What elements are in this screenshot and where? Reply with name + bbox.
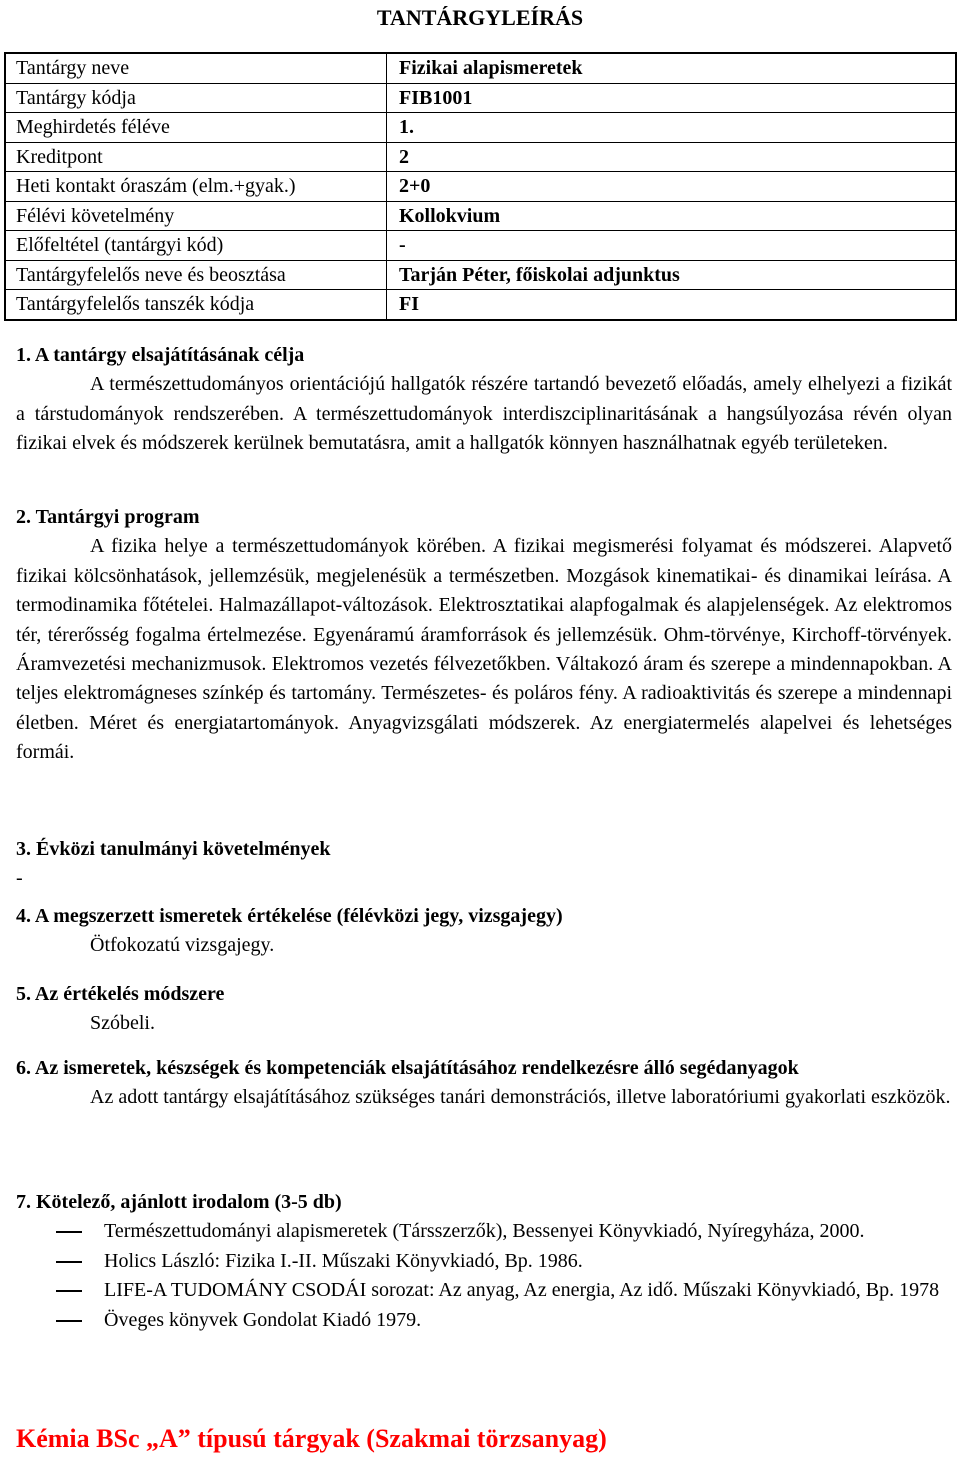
table-row: [5, 231, 956, 261]
category-footer: Kémia BSc „A” típusú tárgyak (Szakmai törzsanyag): [16, 1424, 607, 1453]
section-heading: 5. Az értékelés módszere: [16, 983, 225, 1005]
section-text: Ötfokozatú vizsgajegy.: [90, 934, 275, 957]
info-value: 2+0: [387, 172, 957, 202]
section-program: [16, 503, 952, 768]
info-label: Meghirdetés féléve: [5, 113, 387, 143]
section-evaluation: [16, 902, 952, 961]
table-row: [5, 113, 956, 143]
course-info-table: [4, 52, 957, 321]
reference-text: Holics László: Fizika I.-II. Műszaki Könyvkiadó, Bp. 1986.: [104, 1249, 583, 1272]
dash-bullet-icon: [56, 1261, 82, 1263]
info-label: Tantárgy kódja: [5, 83, 387, 113]
reference-text: Öveges könyvek Gondolat Kiadó 1979.: [104, 1308, 422, 1331]
section-text: Az adott tantárgy elsajátításához szükséges tanári demonstrációs, illetve laboratóriumi gyakorlati eszközök.: [90, 1086, 951, 1109]
dash-bullet-icon: [56, 1231, 82, 1233]
section-heading: 2. Tantárgyi program: [16, 506, 200, 528]
table-row: [5, 201, 956, 231]
section-heading: 6. Az ismeretek, készségek és kompetenciák elsajátításához rendelkezésre álló segédanyagok: [16, 1057, 799, 1079]
info-value: 2: [387, 142, 957, 172]
info-label: Kreditpont: [5, 142, 387, 172]
info-label: Előfeltétel (tantárgyi kód): [5, 231, 387, 261]
reference-list: [16, 1217, 952, 1335]
table-row: [5, 290, 956, 320]
info-label: Tantárgyfelelős neve és beosztása: [5, 260, 387, 290]
info-value: Kollokvium: [387, 201, 957, 231]
section-heading: 4. A megszerzett ismeretek értékelése (félévközi jegy, vizsgajegy): [16, 905, 563, 927]
section-method: [16, 980, 952, 1039]
table-row: [5, 53, 956, 83]
section-literature: [16, 1188, 952, 1335]
info-value: Fizikai alapismeretek: [387, 53, 957, 83]
table-row: [5, 83, 956, 113]
table-row: [5, 260, 956, 290]
list-item: [16, 1276, 952, 1305]
list-item: [16, 1217, 952, 1246]
info-label: Heti kontakt óraszám (elm.+gyak.): [5, 172, 387, 202]
info-value: FIB1001: [387, 83, 957, 113]
info-label: Tantárgy neve: [5, 53, 387, 83]
info-label: Tantárgyfelelős tanszék kódja: [5, 290, 387, 320]
section-text: -: [16, 867, 23, 890]
section-materials: [16, 1054, 952, 1113]
reference-text: Természettudományi alapismeretek (Társszerzők), Bessenyei Könyvkiadó, Nyíregyháza, 2000.: [104, 1220, 865, 1243]
section-heading: 3. Évközi tanulmányi követelmények: [16, 838, 331, 860]
dash-bullet-icon: [56, 1290, 82, 1292]
list-item: [16, 1247, 952, 1276]
info-value: -: [387, 231, 957, 261]
table-row: [5, 172, 956, 202]
info-label: Félévi követelmény: [5, 201, 387, 231]
section-text: A fizika helye a természettudományok körében. A fizikai megismerési folyamat és módszerei. Alapvető fizikai kölcsönhatások, jellemzésük, megjelenésük a természetben. Mozgások kinematikai- és dinamikai leírása. A termodinamika főtételei. Halmazállapot-változások. Elektrosztatikai alapfogalmak és alapjelenségek. Az elektromos tér, térerősség fogalma értelmezése. Egyenáramú áramforrások és jellemzésük. Ohm-törvénye, Kirchoff-törvények. Áramvezetési mechanizmusok. Elektromos vezetés félvezetőkben. Váltakozó áram és szerepe a mindennapokban. A teljes elektromágneses színkép és tartomány. Természetes- és poláros fény. A radioaktivitás és szerepe a mindennapi életben. Méret és energiatartományok. Anyagvizsgálati módszerek. Az energiatermelés alapelvei és lehetséges formái.: [16, 535, 952, 764]
list-item: [16, 1306, 952, 1335]
section-heading: 1. A tantárgy elsajátításának célja: [16, 344, 305, 366]
section-text: A természettudományos orientációjú hallgatók részére tartandó bevezető előadás, amely elhelyezi a fizikát a társtudományok rendszerében. A természettudományok interdiszciplinaritásának a hangsúlyozása révén olyan fizikai elvek és módszerek kerülnek bemutatásra, amit a hallgatók könnyen használhatnak egyéb területeken.: [16, 373, 952, 455]
section-text: Szóbeli.: [90, 1012, 155, 1035]
info-value: 1.: [387, 113, 957, 143]
section-goal: [16, 341, 952, 459]
info-value: FI: [387, 290, 957, 320]
page-title: TANTÁRGYLEÍRÁS: [376, 5, 584, 30]
table-row: [5, 142, 956, 172]
reference-text: LIFE-A TUDOMÁNY CSODÁI sorozat: Az anyag, Az energia, Az idő. Műszaki Könyvkiadó, Bp. 1978: [104, 1279, 940, 1302]
dash-bullet-icon: [56, 1320, 82, 1322]
section-heading: 7. Kötelező, ajánlott irodalom (3-5 db): [16, 1191, 342, 1213]
section-requirements: [16, 835, 952, 894]
info-value: Tarján Péter, főiskolai adjunktus: [387, 260, 957, 290]
